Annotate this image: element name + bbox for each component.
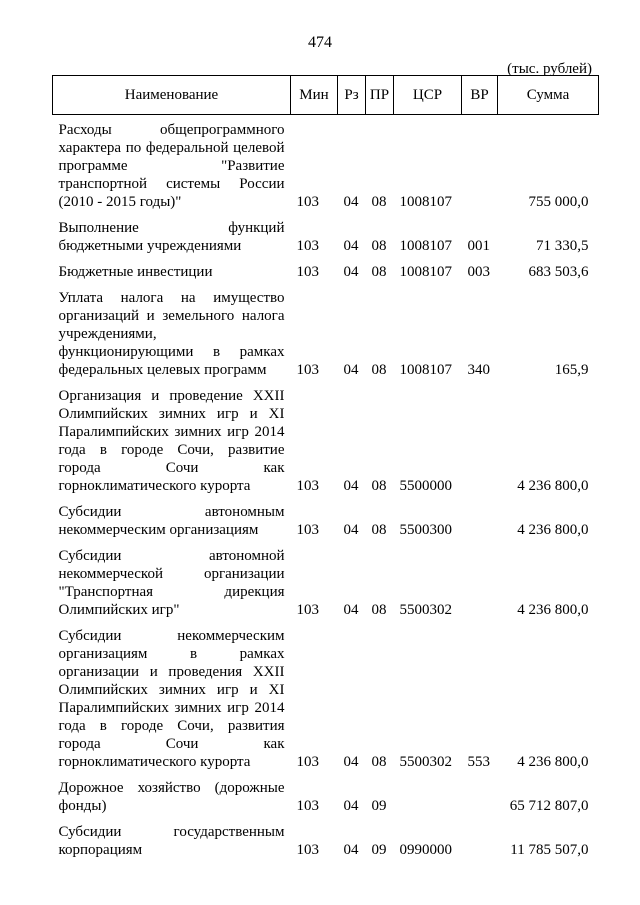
row-name: Бюджетные инвестиции [58, 264, 213, 280]
row-vr: 003 [467, 264, 490, 280]
row-rz: 04 [343, 194, 359, 210]
row-csr [394, 771, 462, 815]
row-vr: 553 [467, 754, 490, 770]
row-min: 103 [296, 754, 319, 770]
table-body [53, 115, 599, 860]
table-row [53, 539, 599, 619]
row-vr [462, 115, 498, 212]
row-min: 103 [296, 602, 319, 618]
row-pr: 09 [371, 842, 387, 858]
row-vr [462, 495, 498, 539]
row-rz: 04 [343, 754, 359, 770]
row-min: 103 [296, 522, 319, 538]
table-row [53, 771, 599, 815]
row-csr: 5500000 [399, 478, 452, 494]
row-sum: 65 712 807,0 [509, 798, 589, 814]
page-number: 474 [308, 34, 332, 51]
row-csr: 1008107 [399, 362, 452, 378]
row-pr: 08 [371, 602, 387, 618]
row-sum: 11 785 507,0 [510, 842, 589, 858]
row-rz: 04 [343, 798, 359, 814]
row-min: 103 [296, 478, 319, 494]
table-row [53, 211, 599, 255]
row-min: 103 [296, 842, 319, 858]
row-sum: 71 330,5 [536, 238, 589, 254]
row-rz: 04 [343, 362, 359, 378]
row-csr: 0990000 [399, 842, 452, 858]
row-rz: 04 [343, 264, 359, 280]
header-vr: ВР [462, 76, 498, 115]
table-row [53, 379, 599, 495]
row-name: Организация и проведение XXII Олимпийских зимних игр и XI Паралимпийских зимних игр 2014 года в городе Сочи, развитие города Сочи как горноклиматического курорта [58, 388, 285, 494]
header-rz: Рз [338, 76, 366, 115]
header-csr: ЦСР [394, 76, 462, 115]
row-pr: 08 [371, 522, 387, 538]
row-sum: 165,9 [554, 362, 589, 378]
row-vr [462, 379, 498, 495]
row-name: Субсидии государственным корпорациям [58, 824, 285, 858]
row-sum: 683 503,6 [528, 264, 589, 280]
row-vr: 340 [467, 362, 490, 378]
row-vr [462, 771, 498, 815]
row-name: Расходы общепрограммного характера по федеральной целевой программе "Развитие транспортной системы России (2010 - 2015 годы)" [58, 122, 285, 210]
row-rz: 04 [343, 602, 359, 618]
row-pr: 08 [371, 264, 387, 280]
row-vr: 001 [467, 238, 490, 254]
header-sum: Сумма [498, 76, 599, 115]
row-name: Субсидии автономной некоммерческой организации "Транспортная дирекция Олимпийских игр" [58, 548, 285, 618]
row-sum: 4 236 800,0 [517, 754, 589, 770]
row-pr: 08 [371, 478, 387, 494]
row-pr: 09 [371, 798, 387, 814]
row-name: Выполнение функций бюджетными учреждениями [58, 220, 285, 254]
header-pr: ПР [366, 76, 394, 115]
row-min: 103 [296, 798, 319, 814]
row-min: 103 [296, 362, 319, 378]
table-row [53, 495, 599, 539]
row-vr [462, 815, 498, 859]
row-csr: 1008107 [399, 194, 452, 210]
header-min: Мин [291, 76, 338, 115]
row-vr [462, 539, 498, 619]
table-row [53, 281, 599, 379]
row-sum: 4 236 800,0 [517, 602, 589, 618]
row-pr: 08 [371, 362, 387, 378]
row-name: Субсидии некоммерческим организациям в рамках организации и проведения XXII Олимпийских зимних игр и XI Паралимпийских зимних игр 2014 года в городе Сочи, развития города Сочи как горноклиматического курорта [58, 628, 285, 770]
row-min: 103 [296, 238, 319, 254]
row-csr: 1008107 [399, 238, 452, 254]
table-header [53, 76, 599, 115]
row-pr: 08 [371, 194, 387, 210]
row-csr: 1008107 [399, 264, 452, 280]
table-row [53, 619, 599, 771]
row-csr: 5500300 [399, 522, 452, 538]
row-min: 103 [296, 194, 319, 210]
row-sum: 4 236 800,0 [517, 478, 589, 494]
row-name: Субсидии автономным некоммерческим организациям [58, 504, 285, 538]
row-pr: 08 [371, 238, 387, 254]
row-rz: 04 [343, 478, 359, 494]
units-note: (тыс. рублей) [507, 61, 592, 77]
budget-table [52, 75, 599, 859]
row-name: Дорожное хозяйство (дорожные фонды) [58, 780, 285, 814]
row-csr: 5500302 [399, 602, 452, 618]
header-name: Наименование [53, 76, 291, 115]
table-row [53, 815, 599, 859]
row-rz: 04 [343, 238, 359, 254]
row-sum: 4 236 800,0 [517, 522, 589, 538]
row-pr: 08 [371, 754, 387, 770]
row-csr: 5500302 [399, 754, 452, 770]
table-row [53, 115, 599, 212]
row-sum: 755 000,0 [528, 194, 589, 210]
row-rz: 04 [343, 842, 359, 858]
table-row [53, 255, 599, 281]
row-name: Уплата налога на имущество организаций и земельного налога учреждениями, функционирующими в рамках федеральных целевых программ [58, 290, 285, 378]
row-rz: 04 [343, 522, 359, 538]
row-min: 103 [296, 264, 319, 280]
